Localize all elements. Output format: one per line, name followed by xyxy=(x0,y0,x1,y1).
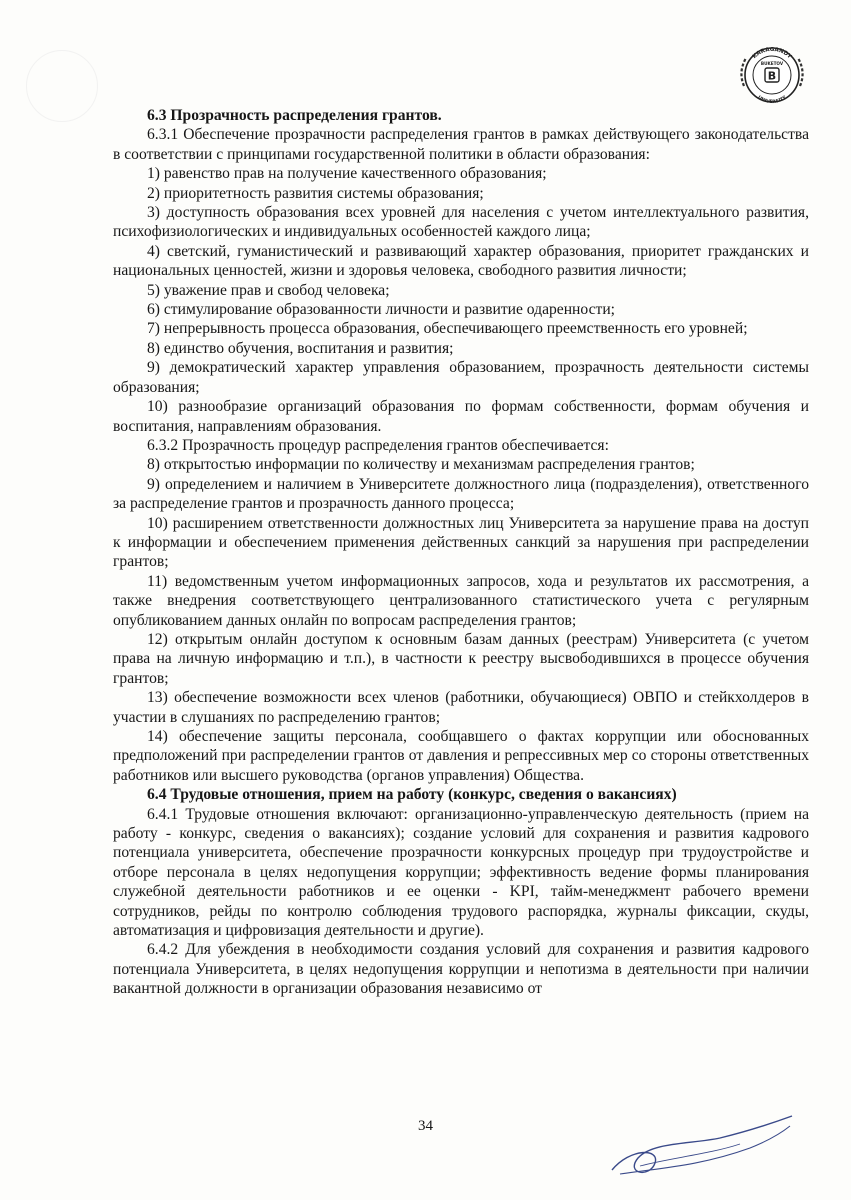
paragraph: 10) расширением ответственности должностных лиц Университета за нарушение права на доступ к информации и обеспечением применения действенных санкций за нарушения при распределении грантов; xyxy=(113,514,809,571)
signature xyxy=(600,1108,800,1188)
section-heading: 6.3 Прозрачность распределения грантов. xyxy=(147,107,442,124)
university-logo xyxy=(735,38,809,112)
logo-top-text: KARAGANDY xyxy=(751,47,793,61)
paragraph: 14) обеспечение защиты персонала, сообщавшего о фактах коррупции или обоснованных предположений при распределении грантов от давления и репрессивных мер со стороны ответственных работников или высшего руководства (органов управления) Общества. xyxy=(113,728,809,784)
paragraph: 8) открытостью информации по количеству и механизмам распределения грантов; xyxy=(147,456,695,474)
paragraph: 6.4.2 Для убеждения в необходимости создания условий для сохранения и развития кадрового потенциала Университета, в целях недопущения коррупции и непотизма в деятельности при наличии вакантной должности в организации образования независимо от xyxy=(113,941,809,998)
paragraph: 4) светский, гуманистический и развивающий характер образования, приоритет гражданских и национальных ценностей, жизни и здоровья человека, свободного развития личности; xyxy=(113,242,809,280)
paragraph: 9) определением и наличием в Университете должностного лица (подразделения), ответственного за распределение грантов и прозрачность данного процесса; xyxy=(113,475,809,513)
paragraph: 9) демократический характер управления образованием, прозрачность деятельности системы образования; xyxy=(113,359,809,396)
paragraph: 11) ведомственным учетом информационных запросов, хода и результатов их рассмотрения, а также внедрения соответствующего централизованного статистического учета с регулярным опубликованием данных онлайн по вопросам распределения грантов; xyxy=(113,572,809,629)
paragraph: 12) открытым онлайн доступом к основным базам данных (реестрам) Университета (с учетом права на личную информацию и т.п.), в частности к реестру высвободившихся в процессе обучения грантов; xyxy=(113,630,809,687)
logo-letter: B xyxy=(767,69,777,83)
page-number: 34 xyxy=(418,1118,433,1134)
paragraph: 13) обеспечение возможности всех членов (работники, обучающиеся) ОВПО и стейкхолдеров в участии в слушаниях по распределению грантов; xyxy=(113,689,809,726)
paragraph: 8) единство обучения, воспитания и развития; xyxy=(147,339,454,357)
faded-stamp xyxy=(26,50,98,122)
paragraph: 5) уважение прав и свобод человека; xyxy=(147,281,390,299)
paragraph: 1) равенство прав на получение качественного образования; xyxy=(147,165,547,183)
paragraph: 6.3.1 Обеспечение прозрачности распределения грантов в рамках действующего законодательства в соответствии с принципами государственной политики в области образования: xyxy=(113,126,809,163)
section-heading: 6.4 Трудовые отношения, прием на работу (конкурс, сведения о вакансиях) xyxy=(147,786,677,804)
paragraph: 6) стимулирование образованности личности и развитие одаренности; xyxy=(147,301,616,319)
logo-bottom-text: UNIVERSITY xyxy=(756,95,788,106)
paragraph: 10) разнообразие организаций образования по формам собственности, формам обучения и воспитания, направлениям образования. xyxy=(113,398,809,435)
paragraph: 6.4.1 Трудовые отношения включают: организационно-управленческую деятельность (прием на работу - конкурс, сведения о вакансиях); создание условий для сохранения и развития кадрового потенциала университета, обеспечение прозрачности конкурсных процедур при трудоустройстве и отборе персонала в целях недопущения коррупции; эффективность ведение формы планирования служебной деятельности работников и ее оценки - KPI, тайм-менеджмент рабочего времени сотрудников, рейды по контролю соблюдения трудового распорядка, журналы фиксации, скуды, автоматизация и цифровизация деятельности и другие). xyxy=(113,805,809,940)
paragraph: 3) доступность образования всех уровней для населения с учетом интеллектуального развития, психофизиологических и индивидуальных особенностей каждого лица; xyxy=(113,204,809,241)
paragraph: 7) непрерывность процесса образования, обеспечивающего преемственность его уровней; xyxy=(147,320,748,338)
logo-mid-text: BUKETOV xyxy=(760,61,784,66)
paragraph: 6.3.2 Прозрачность процедур распределения грантов обеспечивается: xyxy=(147,436,609,454)
paragraph: 2) приоритетность развития системы образования; xyxy=(147,184,484,202)
document-body xyxy=(113,106,809,999)
